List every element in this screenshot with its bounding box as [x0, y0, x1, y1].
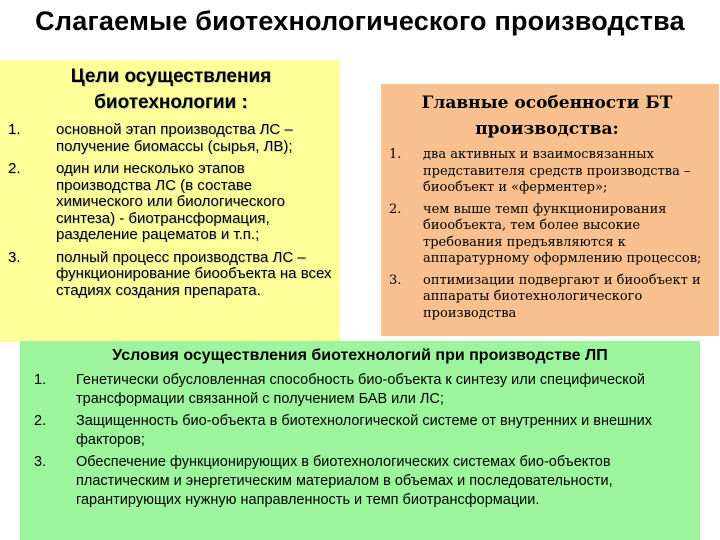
features-heading-line2: производства: [475, 119, 619, 139]
list-item-number: 1. [389, 147, 402, 162]
page-title: Слагаемые биотехнологического производства [35, 6, 685, 36]
list-item-text: чем выше темп функционирования биообъекта, тем более высокие требования предъявляются к аппаратурному оформлению процессов; [423, 201, 702, 266]
list-item-text: один или несколько этапов производства ЛС (в составе химического или биологического синтеза) - биотрансформация, разделение рацематов и т.п.; [56, 160, 285, 243]
list-item-text: Обеспечение функционирующих в биотехнологических системах био-объектов пластическим и энергетическим материалом в объемах и последовательности, гарантирующих нужную направленность и темп биотрансформации. [76, 454, 613, 508]
list-item [34, 453, 686, 510]
list-item-text: два активных и взаимосвязанных представителя средств производства – биообъект и «ферментер»; [423, 147, 691, 195]
features-heading-line1: Главные особенности БТ [421, 93, 673, 113]
list-item-text: Генетически обусловленная способность био-объекта к синтезу или специфической трансформации связанной с получением БАВ или ЛС; [76, 372, 645, 407]
features-list [385, 147, 709, 322]
list-item-text: оптимизации подвергают и биообъект и аппараты биотехнологического производства [423, 272, 701, 321]
list-item-number: 2. [34, 413, 47, 429]
list-item-number: 2. [8, 160, 21, 177]
list-item-number: 3. [34, 454, 47, 470]
list-item [8, 250, 334, 300]
list-item-number: 3. [8, 248, 21, 266]
list-item-text: полный процесс производства ЛС – функционирование биообъекта на всех стадиях создания препарата. [56, 248, 332, 299]
goals-heading [8, 64, 334, 116]
conditions-heading: Условия осуществления биотехнологий при производстве ЛП [112, 347, 608, 364]
conditions-list [34, 371, 686, 510]
goals-heading-line1: Цели осуществления [70, 66, 272, 87]
features-heading [385, 90, 709, 142]
list-item-text: Защищенность био-объекта в биотехнологической системе от внутренних и внешних факторов; [76, 413, 653, 448]
list-item-number: 3. [389, 272, 402, 288]
list-item [8, 122, 334, 155]
list-item-number: 1. [34, 372, 47, 388]
features-panel [381, 84, 719, 336]
list-item-text: основной этап производства ЛС – получение биомассы (сырья, ЛВ); [56, 121, 293, 155]
list-item-number: 2. [389, 201, 402, 217]
goals-panel [0, 60, 340, 342]
list-item-number: 1. [8, 121, 21, 138]
list-item [34, 371, 686, 409]
list-item [34, 412, 686, 450]
list-item [385, 273, 709, 323]
list-item [8, 161, 334, 244]
goals-list [8, 122, 334, 299]
list-item [385, 147, 709, 197]
goals-heading-line2: биотехнологии : [94, 92, 248, 113]
list-item [385, 202, 709, 268]
conditions-panel [20, 341, 700, 540]
